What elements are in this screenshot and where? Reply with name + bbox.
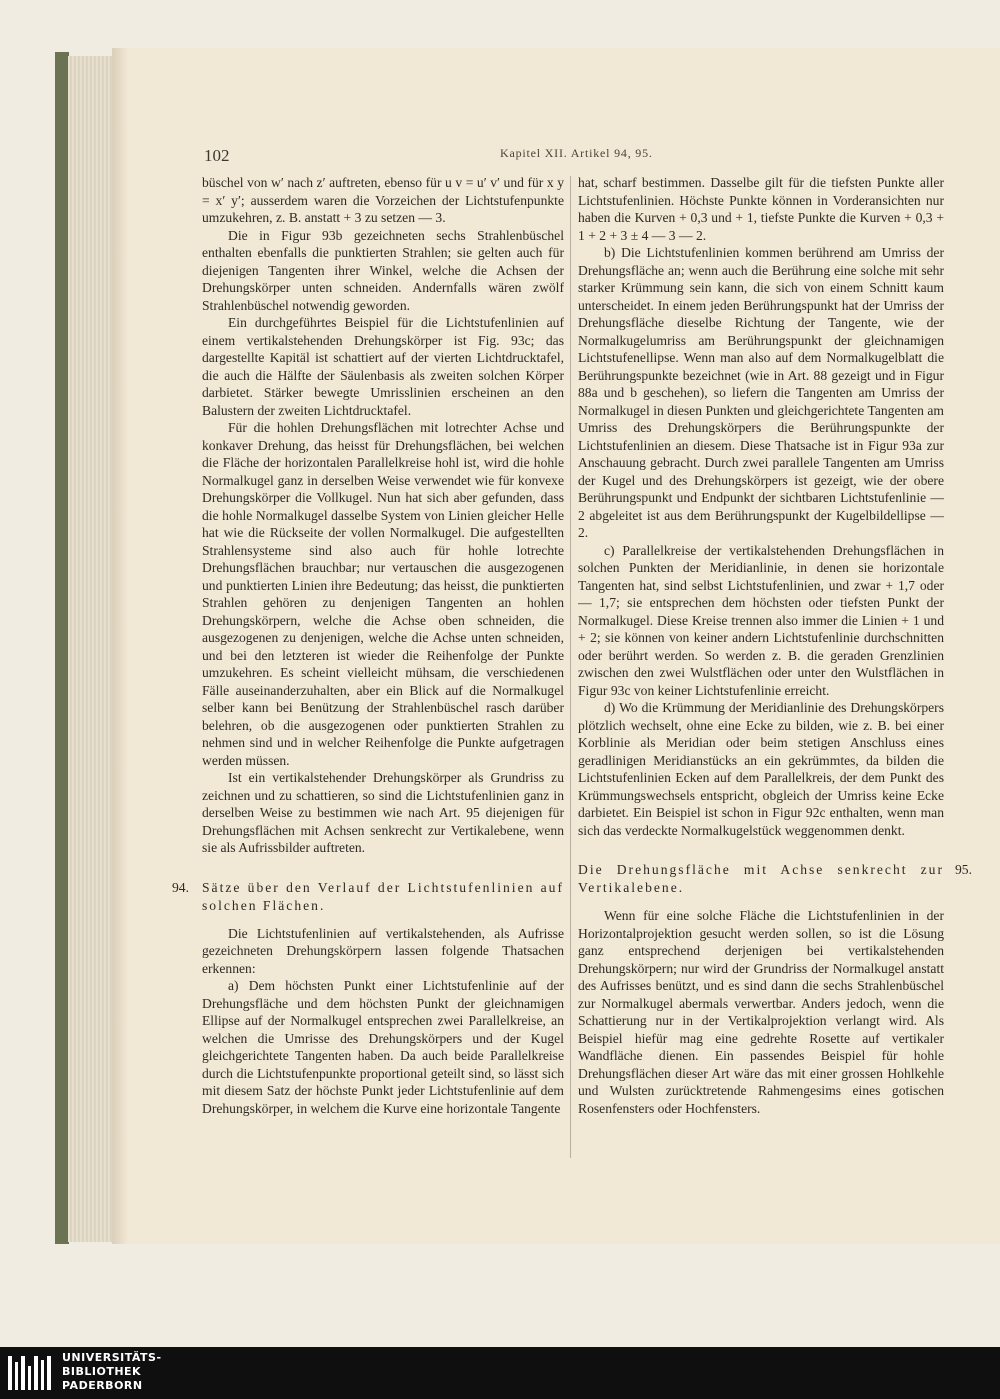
paragraph: Die Lichtstufenlinien auf vertikalstehenden, als Aufrisse gezeichneten Drehungskörpern lassen folgende Thatsachen erkennen:: [202, 925, 564, 976]
section-number: 94.: [172, 879, 189, 895]
book-cover-edge: [55, 52, 69, 1244]
paragraph: hat, scharf bestimmen. Dasselbe gilt für die tiefsten Punkte aller Lichtstufenlinien. Höchste Punkte können in Vorderansichten nur haben die Kurven + 0,3 und + 1, tiefste Punkte die Kurven + 0,3 + 1 + 2 + 3 ± 4 — 3 — 2.: [578, 175, 944, 243]
library-footer-bar: [0, 1347, 1000, 1399]
section-heading-94: [172, 879, 564, 915]
paragraph: a) Dem höchsten Punkt einer Lichtstufenlinie auf der Drehungsfläche und dem höchsten Punkt der gleichnamigen Ellipse auf der Normalkugel entsprechen zwei Parallelkreise, an welchen die Umrisse des Drehungskörpers und der Kugel gleichgerichtete Tangenten haben. Da auch beide Parallelkreise durch die Lichtstufenpunkte proportional geteilt sind, so lässt sich mit diesem Satz der höchste Punkt jeder Lichtstufenlinie auf dem Drehungskörper, in welchem die Kurve eine horizontale Tangente: [202, 978, 564, 1116]
section-heading-95: [578, 861, 972, 897]
page-gutter-shadow: [112, 48, 128, 1244]
running-header: [204, 146, 1000, 170]
paragraph: büschel von w′ nach z′ auftreten, ebenso für u v = u′ v′ und für x y = x′ y′; ausserdem waren die Vorzeichen der Lichtstufenpunkte umzukehren, z. B. anstatt + 3 zu setzen — 3.: [202, 175, 564, 225]
right-column: [578, 174, 972, 1117]
library-name-line: PADERBORN: [62, 1379, 143, 1392]
running-title: Kapitel XII. Artikel 94, 95.: [500, 146, 653, 160]
paragraph: Wenn für eine solche Fläche die Lichtstufenlinien in der Horizontalprojektion gesucht werden sollen, so ist die Lösung ganz entsprechend derjenigen bei vertikalstehenden Drehungskörpern; nur wird der Grundriss der Normalkugel anstatt des Aufrisses benützt, und es sind dann die sechs Strahlenbüschel zur Normalkugel abermals verwertbar. Anders jedoch, wenn die Schattierung nur in der Vertikalprojektion verlangt wird. Als Beispiel hiefür mag eine gedrehte Rosette auf vertikaler Wandfläche dienen. Ein passendes Beispiel für hohle Drehungsflächen dieser Art wäre das mit einer grossen Hohlkehle und Wulsten zurücktretende Rahmengesims eines gotischen Rosenfensters oder Hochfensters.: [578, 908, 944, 1116]
page-stack-edge: [68, 56, 114, 1242]
section-title: Sätze über den Verlauf der Lichtstufenlinien auf solchen Flächen.: [202, 879, 564, 913]
paragraph: Ist ein vertikalstehender Drehungskörper als Grundriss zu zeichnen und zu schattieren, so sind die Lichtstufenlinien ganz in derselben Weise zu bestimmen wie nach Art. 95 diejenigen für Drehungsflächen mit Achsen senkrecht zur Vertikalebene, wenn sie als Aufrissbilder auftreten.: [202, 770, 564, 855]
paragraph: Für die hohlen Drehungsflächen mit lotrechter Achse und konkaver Drehung, das heisst für Drehungsflächen, bei welchen die Fläche der horizontalen Parallelkreise hohl ist, wird die hohle Normalkugel ganz in derselben Weise verwendet wie für konvexe Drehungskörper die Vollkugel. Nun hat sich aber gefunden, dass die hohle Normalkugel dasselbe System von Linien gleicher Helle hat wie die Rückseite der vollen Normalkugel. Die aufgestellten Strahlensysteme sind also auch für hohle lotrechte Drehungsflächen brauchbar; nur vertauschen die ausgezogenen und punktierten Linien ihre Bedeutung; das heisst, die punktierten Strahlen gehören zu denjenigen Tangenten an hohlen Drehungskörpern, welche die Achse oben schneiden, die ausgezogenen zu denjenigen, welche die Achse unten schneiden, und bei den letzteren ist wieder die Reihenfolge der Punkte umzukehren. Es scheint vielleicht mühsam, die verschiedenen Fälle auseinanderzuhalten, aber ein Blick auf die Normalkugel selber kann bei Benützung der Strahlenbüschel rasch darüber belehren, ob die ausgezogenen oder punktierten Strahlen zu nehmen sind und in welcher Reihenfolge die Punkte aufgetragen werden müssen.: [202, 420, 564, 768]
library-name-line: UNIVERSITÄTS-: [62, 1351, 162, 1364]
library-name: [62, 1351, 162, 1393]
paragraph: Die in Figur 93b gezeichneten sechs Strahlenbüschel enthalten ebenfalls die punktierten Strahlen; sie gelten auch für diejenigen Tangenten ihrer Winkel, welche die Achsen der Drehungskörper unten schneiden. Andernfalls wären zwölf Strahlenbüschel notwendig geworden.: [202, 227, 564, 313]
column-rule: [570, 176, 571, 1158]
paragraph: Ein durchgeführtes Beispiel für die Lichtstufenlinien auf einem vertikalstehenden Drehungskörper ist Fig. 93c; das dargestellte Kapitäl ist schattiert auf der vierten Lichtdrucktafel, die auch die Hälfte der Säulenbasis als zweiten solchen Körper darbietet. Stärker bewegte Umrisslinien erscheinen an den Balustern der zweiten Lichtdrucktafel.: [202, 315, 564, 418]
paragraph: c) Parallelkreise der vertikalstehenden Drehungsflächen in solchen Punkten der Meridianlinie, in denen sie horizontale Tangenten hat, sind selbst Lichtstufenlinien, und zwar + 1,7 oder — 1,7; sie entsprechen dem höchsten oder tiefsten Punkt der Normalkugel. Diese Kreise trennen also immer die Linien + 1 und + 2; sie können von keiner andern Lichtstufenlinie durchschnitten oder berührt werden. So werden z. B. die geraden Grenzlinien zwischen den zwei Wulstflächen oder unter den Wulstflächen in Figur 93c von keiner Lichtstufenlinie erreicht.: [578, 542, 944, 698]
library-name-line: BIBLIOTHEK: [62, 1365, 142, 1378]
left-column: [172, 174, 564, 1117]
page-number: 102: [204, 146, 230, 165]
section-title: Die Drehungsfläche mit Achse senkrecht zur Vertikalebene.: [578, 862, 944, 895]
paragraph: b) Die Lichtstufenlinien kommen berührend am Umriss der Drehungsfläche an; wenn auch die Berührung eine solche mit sehr starker Krümmung sein kann, die sich von einem Schnitt kaum unterscheidet. In einem jeden Berührungspunkt hat der Umriss der Drehungsfläche dieselbe Richtung der Tangente, wie der Normalkugelumriss am Berührungspunkt der gleichnamigen Lichtstufenellipse. Wenn man also auf dem Normalkugelblatt die Berührungspunkte bezeichnet (wie in Art. 88 gezeigt und in Figur 88a und b geschehen), so liefern die Tangenten am Umriss der Normalkugel in diesen Punkten und gleichgerichtete Tangenten am Umriss des Drehungskörpers die Berührungspunkte der Lichtstufenlinien an diesem. Diese Thatsache ist in Figur 93a zur Anschauung gebracht. Durch zwei parallele Tangenten am Umriss der Kugel und des Drehungskörpers ist gezeigt, wie der obere Berührungspunkt und Endpunkt der sichtbaren Lichtstufenlinie — 2 abgeleitet ist aus dem Berührungspunkt der Kugelbildellipse — 2.: [578, 245, 944, 540]
paragraph: d) Wo die Krümmung der Meridianlinie des Drehungskörpers plötzlich wechselt, ohne eine Ecke zu bilden, wie z. B. bei einer Korblinie als Meridian oder beim stetigen Anschluss eines geradlinigen Meridianstücks an ein gekrümmtes, da bilden die Lichtstufenlinien Ecken auf dem Parallelkreis, der dem Punkt des Krümmungswechsels entspricht, obgleich der Umriss keine Ecke darbietet. Ein Beispiel ist schon in Figur 92c enthalten, wenn man sich das verdeckte Normalkugelstück weggenommen denkt.: [578, 700, 944, 838]
section-number: 95.: [955, 862, 972, 877]
library-bars-icon: [6, 1354, 56, 1392]
